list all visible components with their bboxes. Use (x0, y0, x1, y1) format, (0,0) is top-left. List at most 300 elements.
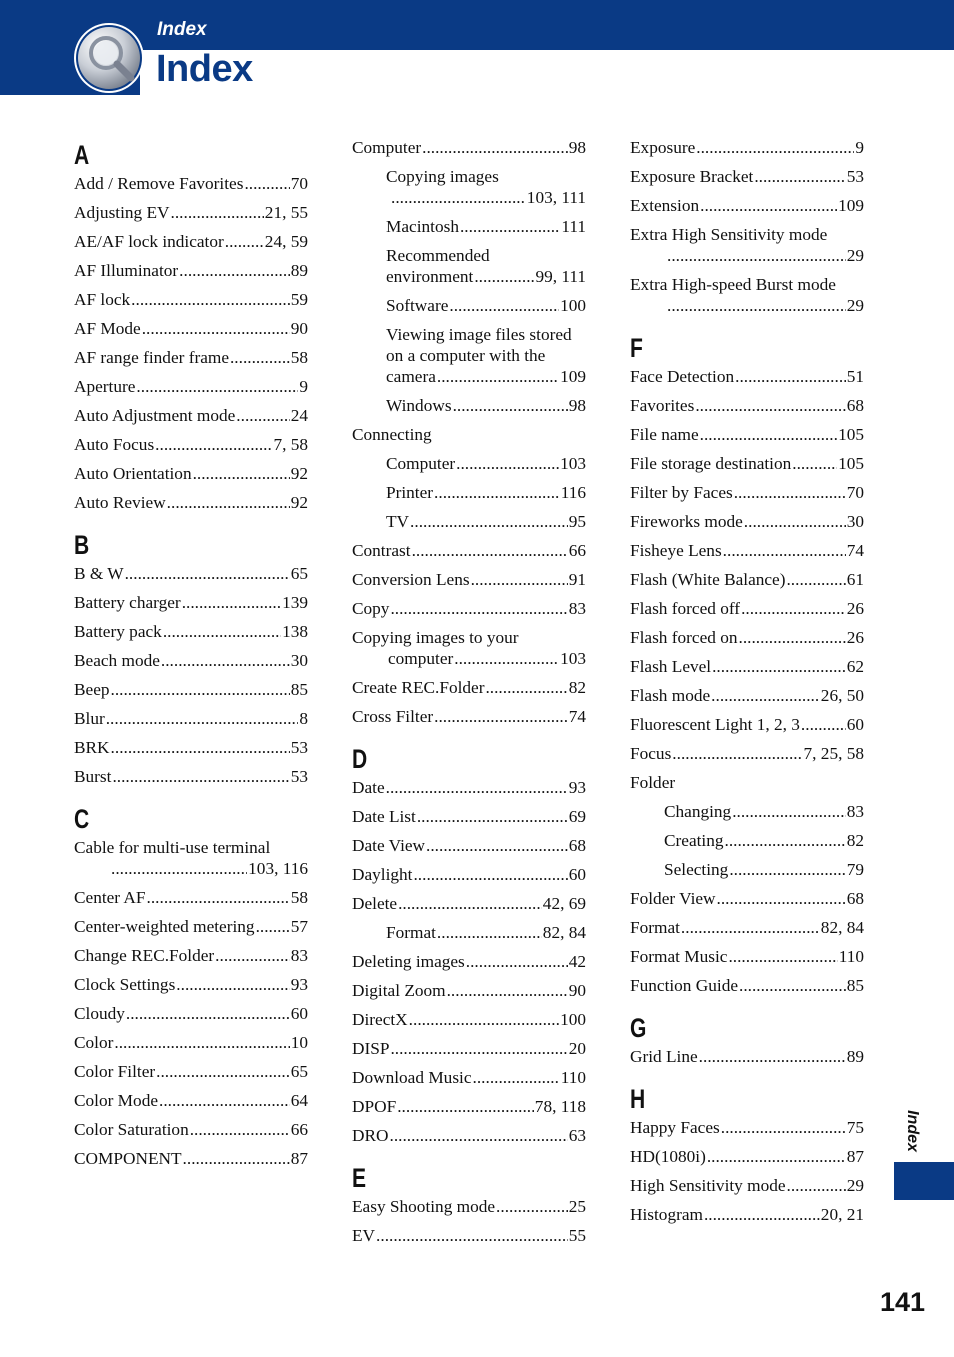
page-reference: 69 (568, 807, 586, 826)
leader-dots (447, 980, 568, 1001)
page-reference: 139 (282, 593, 308, 612)
page-reference: 75 (846, 1118, 864, 1137)
page-reference: 59 (290, 290, 308, 309)
index-entry (352, 1009, 586, 1030)
entry-text: DRO (352, 1126, 389, 1145)
entry-line (630, 366, 864, 387)
page-reference: 63 (568, 1126, 586, 1145)
entry-text: Histogram (630, 1205, 703, 1224)
page-reference: 85 (290, 680, 308, 699)
entry-line (352, 777, 586, 798)
leader-dots (801, 714, 846, 735)
index-entry (74, 650, 308, 671)
index-entry (630, 395, 864, 416)
index-subentry (352, 922, 586, 943)
magnifier-icon (73, 22, 145, 94)
entry-line (74, 708, 308, 729)
leader-dots (112, 766, 289, 787)
index-entry (630, 627, 864, 648)
entry-line (630, 627, 864, 648)
leader-dots (485, 677, 567, 698)
entry-line (630, 685, 864, 706)
leader-dots (496, 1196, 568, 1217)
page-reference: 53 (846, 167, 864, 186)
side-thumb-tab (894, 1162, 954, 1200)
entry-text: Date View (352, 836, 426, 855)
entry-text: Battery charger (74, 593, 181, 612)
leader-dots (456, 453, 559, 474)
page-reference: 100 (560, 1010, 586, 1029)
entry-line (630, 1175, 864, 1196)
page-reference: 92 (290, 493, 308, 512)
entry-text: Auto Adjustment mode (74, 406, 236, 425)
entry-text: Daylight (352, 865, 413, 884)
leader-dots (735, 366, 846, 387)
entry-line (630, 1117, 864, 1138)
page-reference: 98 (568, 138, 586, 157)
leader-dots (410, 511, 568, 532)
entry-text: Fisheye Lens (630, 541, 722, 560)
index-subentry (630, 830, 864, 851)
entry-line (74, 766, 308, 787)
leader-dots (126, 1003, 290, 1024)
leader-dots (426, 835, 568, 856)
page-reference: 103, 111 (526, 188, 586, 207)
leader-dots (182, 592, 281, 613)
entry-text: Windows (386, 396, 452, 415)
leader-dots (398, 893, 542, 914)
leader-dots (159, 1090, 290, 1111)
entry-text: Face Detection (630, 367, 735, 386)
section-letter: C (74, 804, 90, 834)
leader-dots (390, 1038, 567, 1059)
page-reference: 109 (838, 196, 864, 215)
index-entry (74, 837, 308, 879)
entry-line (630, 714, 864, 735)
page-reference: 30 (846, 512, 864, 531)
entry-line (630, 569, 864, 590)
section-label: Index (157, 19, 207, 40)
page-reference: 21, 55 (264, 203, 308, 222)
entry-text: Cloudy (74, 1004, 125, 1023)
index-entry (630, 453, 864, 474)
entry-text: Creating (664, 831, 724, 850)
page-reference: 29 (846, 296, 864, 315)
entry-text: Focus (630, 744, 672, 763)
entry-line (630, 1204, 864, 1225)
page-reference: 89 (290, 261, 308, 280)
leader-dots (460, 216, 560, 237)
leader-dots (193, 463, 290, 484)
page-reference: 138 (282, 622, 308, 641)
index-entry (74, 708, 308, 729)
entry-line (630, 917, 864, 938)
entry-text: File storage destination (630, 454, 792, 473)
index-entry (74, 434, 308, 455)
entry-line (74, 621, 308, 642)
leader-dots (114, 1032, 289, 1053)
index-subentry (352, 245, 586, 287)
index-entry (352, 569, 586, 590)
entry-text: TV (386, 512, 410, 531)
entry-line (74, 289, 308, 310)
index-entry (630, 511, 864, 532)
entry-line (630, 946, 864, 967)
entry-line (74, 858, 308, 879)
entry-text: Beach mode (74, 651, 160, 670)
entry-line (630, 975, 864, 996)
page-reference: 7, 25, 58 (803, 744, 864, 763)
index-subentry (352, 295, 586, 316)
entry-line (352, 1038, 586, 1059)
index-entry (74, 1090, 308, 1111)
entry-text: Color (74, 1033, 114, 1052)
entry-text: Changing (664, 802, 732, 821)
index-entry (74, 173, 308, 194)
page-reference: 65 (290, 1062, 308, 1081)
index-entry (630, 1175, 864, 1196)
page-reference: 93 (568, 778, 586, 797)
page-reference: 7, 58 (273, 435, 308, 454)
entry-line (352, 893, 586, 914)
leader-dots (171, 202, 264, 223)
entry-line (664, 859, 864, 880)
entry-line (352, 1067, 586, 1088)
page-reference: 90 (290, 319, 308, 338)
entry-text: Date (352, 778, 385, 797)
page-reference: 42 (568, 952, 586, 971)
leader-dots (471, 569, 568, 590)
page-reference: 51 (846, 367, 864, 386)
entry-text: Center AF (74, 888, 146, 907)
entry-line (386, 266, 586, 287)
leader-dots (125, 563, 290, 584)
index-entry (352, 1038, 586, 1059)
entry-line (386, 395, 586, 416)
entry-text: Flash forced off (630, 599, 741, 618)
page-header (0, 0, 954, 95)
entry-text: Beep (74, 680, 110, 699)
index-entry (74, 318, 308, 339)
entry-line (74, 945, 308, 966)
entry-text: Deleting images (352, 952, 465, 971)
index-entry (74, 592, 308, 613)
entry-text: Favorites (630, 396, 695, 415)
leader-dots (728, 946, 837, 967)
page-reference: 83 (568, 599, 586, 618)
page-reference: 85 (846, 976, 864, 995)
entry-text: Cross Filter (352, 707, 434, 726)
index-subentry (352, 324, 586, 387)
index-entry (630, 424, 864, 445)
page-reference: 98 (568, 396, 586, 415)
index-entry (630, 1117, 864, 1138)
entry-line (630, 540, 864, 561)
page-reference: 20 (568, 1039, 586, 1058)
index-entry (74, 1061, 308, 1082)
index-entry (74, 1003, 308, 1024)
index-entry (630, 888, 864, 909)
entry-line (74, 1032, 308, 1053)
leader-dots (183, 1148, 290, 1169)
entry-text: Happy Faces (630, 1118, 720, 1137)
index-entry (74, 974, 308, 995)
index-entry (74, 1032, 308, 1053)
entry-line (630, 482, 864, 503)
page-reference: 110 (560, 1068, 586, 1087)
entry-text: Change REC.Folder (74, 946, 215, 965)
index-entry (630, 224, 864, 266)
entry-line (352, 980, 586, 1001)
section-letter: E (352, 1163, 367, 1193)
index-entry (74, 376, 308, 397)
index-subentry (352, 511, 586, 532)
entry-line (352, 598, 586, 619)
entry-line (352, 1196, 586, 1217)
index-entry (352, 951, 586, 972)
index-entry (352, 1196, 586, 1217)
entry-line (352, 1009, 586, 1030)
entry-line (74, 1003, 308, 1024)
leader-dots (179, 260, 290, 281)
leader-dots (711, 685, 820, 706)
entry-text: DISP (352, 1039, 390, 1058)
index-entry (630, 1204, 864, 1225)
page-reference: 29 (846, 1176, 864, 1195)
index-subentry (352, 166, 586, 208)
entry-text: Digital Zoom (352, 981, 446, 1000)
entry-line (386, 216, 586, 237)
page-reference: 60 (290, 1004, 308, 1023)
entry-line (74, 974, 308, 995)
entry-line (630, 245, 864, 266)
page-reference: 65 (290, 564, 308, 583)
page-reference: 109 (560, 367, 586, 386)
entry-text: Format Music (630, 947, 728, 966)
entry-text: Extra High-speed Burst mode (630, 275, 836, 294)
entry-line (74, 318, 308, 339)
entry-line (630, 511, 864, 532)
leader-dots (704, 1204, 820, 1225)
page-reference: 26 (846, 599, 864, 618)
page-reference: 78, 118 (534, 1097, 586, 1116)
entry-line (664, 801, 864, 822)
entry-text: Adjusting EV (74, 203, 170, 222)
entry-text: Macintosh (386, 217, 459, 236)
entry-text: Aperture (74, 377, 136, 396)
leader-dots (699, 1046, 846, 1067)
leader-dots (256, 916, 290, 937)
page-title: Index (156, 48, 253, 90)
page-reference: 103 (560, 454, 586, 473)
index-entry (352, 706, 586, 727)
page-reference: 99, 111 (535, 267, 586, 286)
section-letter: A (74, 140, 90, 170)
leader-dots (437, 922, 542, 943)
page-reference: 111 (561, 217, 586, 236)
page-reference: 95 (568, 512, 586, 531)
page-reference: 57 (290, 917, 308, 936)
page-reference: 58 (290, 888, 308, 907)
leader-dots (707, 1146, 846, 1167)
page-reference: 82 (568, 678, 586, 697)
entry-line (386, 453, 586, 474)
entry-text: Cable for multi-use terminal (74, 838, 271, 857)
page-reference: 82, 84 (820, 918, 864, 937)
entry-text: Fireworks mode (630, 512, 743, 531)
entry-text: COMPONENT (74, 1149, 182, 1168)
entry-text: Conversion Lens (352, 570, 470, 589)
entry-line (352, 806, 586, 827)
index-entry (74, 260, 308, 281)
leader-dots (739, 975, 846, 996)
index-entry (74, 463, 308, 484)
index-entry (630, 1146, 864, 1167)
entry-line (74, 463, 308, 484)
page-reference: 83 (290, 946, 308, 965)
index-entry (74, 231, 308, 252)
entry-line (74, 737, 308, 758)
index-subentry (352, 395, 586, 416)
index-entry (352, 627, 586, 669)
leader-dots (147, 887, 290, 908)
entry-text: Contrast (352, 541, 411, 560)
index-entry (352, 137, 586, 158)
index-subentry (352, 453, 586, 474)
page-reference: 68 (846, 889, 864, 908)
leader-dots (792, 453, 837, 474)
leader-dots (723, 540, 846, 561)
entry-line (630, 598, 864, 619)
leader-dots (155, 434, 272, 455)
index-entry (74, 887, 308, 908)
index-entry (352, 677, 586, 698)
leader-dots (454, 648, 559, 669)
entry-line (386, 922, 586, 943)
page-reference: 79 (846, 860, 864, 879)
page-reference: 82, 84 (542, 923, 586, 942)
leader-dots (672, 743, 802, 764)
entry-line (352, 648, 586, 669)
entry-text: File name (630, 425, 699, 444)
leader-dots (111, 737, 290, 758)
index-entry (630, 274, 864, 316)
entry-line (74, 1090, 308, 1111)
index-entry (352, 540, 586, 561)
entry-text: Fluorescent Light 1, 2, 3 (630, 715, 800, 734)
entry-text: Filter by Faces (630, 483, 733, 502)
entry-line (630, 453, 864, 474)
leader-dots (376, 1225, 568, 1246)
entry-line (74, 887, 308, 908)
entry-text: Delete (352, 894, 398, 913)
index-entry (352, 864, 586, 885)
page-reference: 87 (290, 1149, 308, 1168)
leader-dots (391, 187, 526, 208)
entry-text: High Sensitivity mode (630, 1176, 786, 1195)
entry-text: Computer (352, 138, 422, 157)
entry-text: Auto Review (74, 493, 166, 512)
leader-dots (136, 376, 298, 397)
page-reference: 110 (838, 947, 864, 966)
index-entry (74, 289, 308, 310)
leader-dots (473, 1067, 560, 1088)
index-entry (74, 945, 308, 966)
index-entry (74, 621, 308, 642)
page-reference: 105 (838, 425, 864, 444)
leader-dots (156, 1061, 290, 1082)
page-reference: 61 (846, 570, 864, 589)
page-reference: 116 (560, 483, 586, 502)
entry-text: Flash (White Balance) (630, 570, 786, 589)
page-reference: 66 (290, 1120, 308, 1139)
leader-dots (163, 621, 281, 642)
page-reference: 10 (290, 1033, 308, 1052)
index-entry (630, 195, 864, 216)
entry-line (74, 376, 308, 397)
page-reference: 92 (290, 464, 308, 483)
entry-text: Color Filter (74, 1062, 156, 1081)
index-entry (630, 569, 864, 590)
entry-text: computer (388, 649, 454, 668)
entry-line (352, 835, 586, 856)
index-entry (630, 598, 864, 619)
index-column-3 (630, 137, 864, 1233)
index-entry (352, 806, 586, 827)
leader-dots (667, 295, 846, 316)
leader-dots (734, 482, 846, 503)
index-entry (630, 975, 864, 996)
entry-line (386, 482, 586, 503)
entry-text: AE/AF lock indicator (74, 232, 224, 251)
leader-dots (409, 1009, 559, 1030)
leader-dots (190, 1119, 290, 1140)
index-subentry (352, 216, 586, 237)
page-reference: 70 (290, 174, 308, 193)
leader-dots (721, 1117, 846, 1138)
entry-line (386, 511, 586, 532)
entry-text: Create REC.Folder (352, 678, 485, 697)
page-reference: 60 (846, 715, 864, 734)
entry-text: Color Saturation (74, 1120, 189, 1139)
leader-dots (717, 888, 846, 909)
leader-dots (453, 395, 568, 416)
page-reference: 58 (290, 348, 308, 367)
index-entry (630, 714, 864, 735)
entry-text: Blur (74, 709, 105, 728)
index-entry (352, 777, 586, 798)
entry-text: B & W (74, 564, 124, 583)
index-entry (352, 980, 586, 1001)
page-reference: 42, 69 (542, 894, 586, 913)
entry-text: Flash forced on (630, 628, 738, 647)
leader-dots (111, 679, 290, 700)
entry-text: Center-weighted metering (74, 917, 255, 936)
index-entry (74, 347, 308, 368)
index-entry (352, 1125, 586, 1146)
entry-text: AF lock (74, 290, 131, 309)
index-entry (352, 1067, 586, 1088)
entry-line (386, 366, 586, 387)
entry-text: Exposure Bracket (630, 167, 754, 186)
leader-dots (466, 951, 568, 972)
leader-dots (215, 945, 290, 966)
page-reference: 60 (568, 865, 586, 884)
entry-text: Copy (352, 599, 390, 618)
page-reference: 55 (568, 1226, 586, 1245)
page-reference: 24, 59 (264, 232, 308, 251)
leader-dots (397, 1096, 534, 1117)
